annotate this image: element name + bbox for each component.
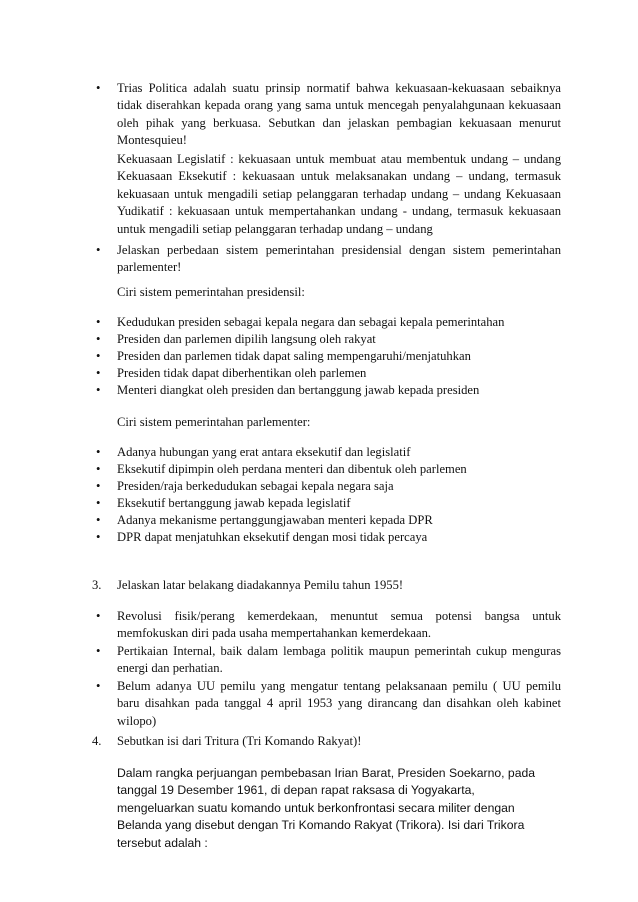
bullet-marker — [96, 348, 100, 365]
question-number: 4. — [92, 734, 102, 748]
bullet-marker — [96, 643, 100, 660]
parliamentary-heading: Ciri sistem pemerintahan parlementer: — [117, 415, 311, 429]
list-item: Presiden dan parlemen dipilih langsung oleh rakyat — [117, 332, 376, 346]
bullet-marker — [96, 80, 100, 97]
bullet-marker — [96, 444, 100, 461]
list-item: DPR dapat menjatuhkan eksekutif dengan mosi tidak percaya — [117, 530, 428, 544]
tritura-question: Sebutkan isi dari Tritura (Tri Komando Rakyat)! — [117, 734, 362, 748]
tritura-answer: Dalam rangka perjuangan pembebasan Irian Barat, Presiden Soekarno, pada tanggal 19 Desember 1961, di depan rapat raksasa di Yogyakarta, mengeluarkan suatu komando untuk berkonfrontasi secara militer dengan Belanda yang disebut dengan Tri Komando Rakyat (Trikora). Isi dari Trikora tersebut adalah : — [117, 766, 536, 850]
bullet-marker — [96, 314, 100, 331]
bullet-marker — [96, 512, 100, 529]
trias-politica-answer: Kekuasaan Legislatif : kekuasaan untuk membuat atau membentuk undang – undang Kekuasaan Eksekutif : kekuasaan untuk melaksanakan undang – undang, termasuk kekuasaan untuk mengadili setiap pelanggaran terhadap undang – undang Kekuasaan Yudikatif : kekuasaan untuk mempertahankan undang - undang, termasuk kekuasaan untuk mengadili setiap pelanggaran terhadap undang – undang — [117, 152, 561, 236]
list-item: Revolusi fisik/perang kemerdekaan, menuntut semua potensi bangsa untuk memfokuskan diri pada usaha mempertahankan kemerdekaan. — [117, 609, 561, 641]
trias-politica-question: Trias Politica adalah suatu prinsip normatif bahwa kekuasaan-kekuasaan sebaiknya tidak diserahkan kepada orang yang sama untuk mencegah penyalahgunaan kekuasaan oleh pihak yang berkuasa. Sebutkan dan jelaskan pembagian kekuasaan menurut Montesquieu! — [117, 81, 561, 148]
bullet-marker — [96, 365, 100, 382]
system-comparison-question: Jelaskan perbedaan sistem pemerintahan presidensial dengan sistem pemerintahan parlementer! — [117, 243, 561, 275]
bullet-marker — [96, 608, 100, 625]
presidential-heading: Ciri sistem pemerintahan presidensil: — [117, 285, 305, 299]
list-item: Eksekutif bertanggung jawab kepada legislatif — [117, 496, 351, 510]
bullet-marker — [96, 382, 100, 399]
list-item: Menteri diangkat oleh presiden dan bertanggung jawab kepada presiden — [117, 383, 480, 397]
pemilu-question: Jelaskan latar belakang diadakannya Pemilu tahun 1955! — [117, 578, 404, 592]
list-item: Kedudukan presiden sebagai kepala negara dan sebagai kepala pemerintahan — [117, 315, 505, 329]
bullet-marker — [96, 331, 100, 348]
question-number: 3. — [92, 578, 102, 592]
list-item: Belum adanya UU pemilu yang mengatur tentang pelaksanaan pemilu ( UU pemilu baru disahkan pada tanggal 4 april 1953 yang dirancang dan disahkan oleh kabinet wilopo) — [117, 679, 561, 728]
list-item: Eksekutif dipimpin oleh perdana menteri dan dibentuk oleh parlemen — [117, 462, 467, 476]
bullet-marker — [96, 242, 100, 259]
list-item: Adanya hubungan yang erat antara eksekutif dan legislatif — [117, 445, 411, 459]
bullet-marker — [96, 529, 100, 546]
list-item: Presiden tidak dapat diberhentikan oleh parlemen — [117, 366, 367, 380]
bullet-marker — [96, 495, 100, 512]
list-item: Presiden dan parlemen tidak dapat saling mempengaruhi/menjatuhkan — [117, 349, 471, 363]
bullet-marker — [96, 478, 100, 495]
list-item: Adanya mekanisme pertanggungjawaban menteri kepada DPR — [117, 513, 433, 527]
bullet-marker — [96, 461, 100, 478]
list-item: Pertikaian Internal, baik dalam lembaga politik maupun pemerintah cukup menguras energi dan perhatian. — [117, 644, 561, 676]
list-item: Presiden/raja berkedudukan sebagai kepala negara saja — [117, 479, 394, 493]
bullet-marker — [96, 678, 100, 695]
